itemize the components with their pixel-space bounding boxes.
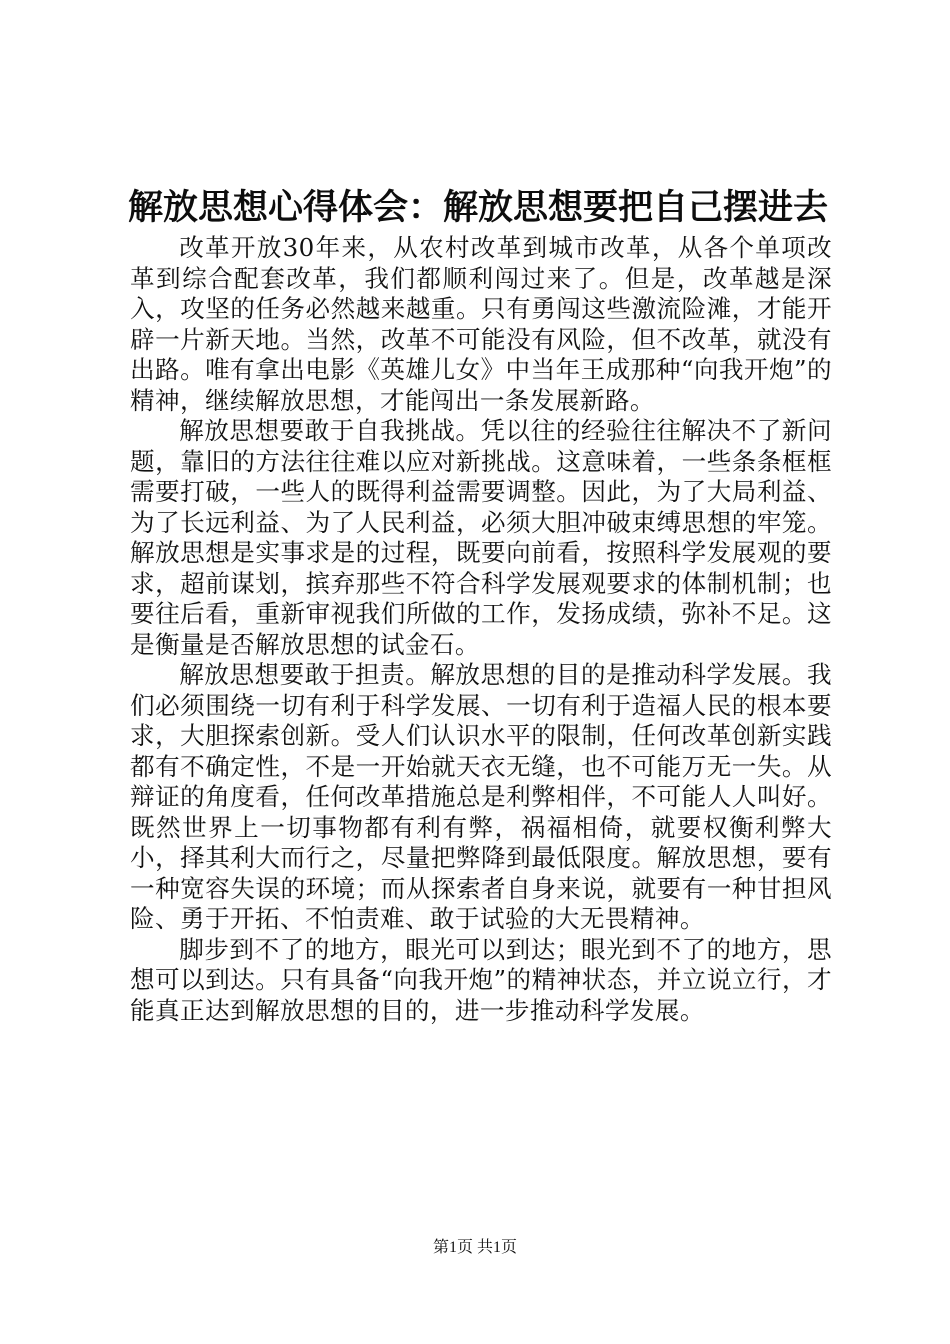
paragraph-4: 脚步到不了的地方，眼光可以到达；眼光到不了的地方，思想可以到达。只有具备“向我开炮”的精神状态，并立说立行，才能真正达到解放思想的目的，进一步推动科学发展。 — [130, 934, 832, 1025]
page-number-footer: 第1页 共1页 — [432, 1239, 517, 1256]
paragraph-1: 改革开放30年来，从农村改革到城市改革，从各个单项改革到综合配套改革，我们都顺利闯过来了。但是，改革越是深入，攻坚的任务必然越来越重。只有勇闯这些激流险滩，才能开辟一片新天地。当然，改革不可能没有风险，但不改革，就没有出路。唯有拿出电影《英雄儿女》中当年王成那种“向我开炮”的精神，继续解放思想，才能闯出一条发展新路。 — [130, 233, 832, 415]
paragraph-2: 解放思想要敢于自我挑战。凭以往的经验往往解决不了新问题，靠旧的方法往往难以应对新挑战。这意味着，一些条条框框需要打破，一些人的既得利益需要调整。因此，为了大局利益、为了长远利益、为了人民利益，必须大胆冲破束缚思想的牢笼。解放思想是实事求是的过程，既要向前看，按照科学发展观的要求，超前谋划，摈弃那些不符合科学发展观要求的体制机制；也要往后看，重新审视我们所做的工作，发扬成绩，弥补不足。这是衡量是否解放思想的试金石。 — [130, 416, 832, 659]
paragraph-3: 解放思想要敢于担责。解放思想的目的是推动科学发展。我们必须围绕一切有利于科学发展、一切有利于造福人民的根本要求，大胆探索创新。受人们认识水平的限制，任何改革创新实践都有不确定性，不是一开始就天衣无缝，也不可能万无一失。从辩证的角度看，任何改革措施总是利弊相伴，不可能人人叫好。既然世界上一切事物都有利有弊，祸福相倚，就要权衡利弊大小，择其利大而行之，尽量把弊降到最低限度。解放思想，要有一种宽容失误的环境；而从探索者自身来说，就要有一种甘担风险、勇于开拓、不怕责难、敢于试验的大无畏精神。 — [130, 660, 832, 933]
document-body — [130, 233, 832, 1026]
document-title: 解放思想心得体会：解放思想要把自己摆进去 — [128, 187, 829, 228]
